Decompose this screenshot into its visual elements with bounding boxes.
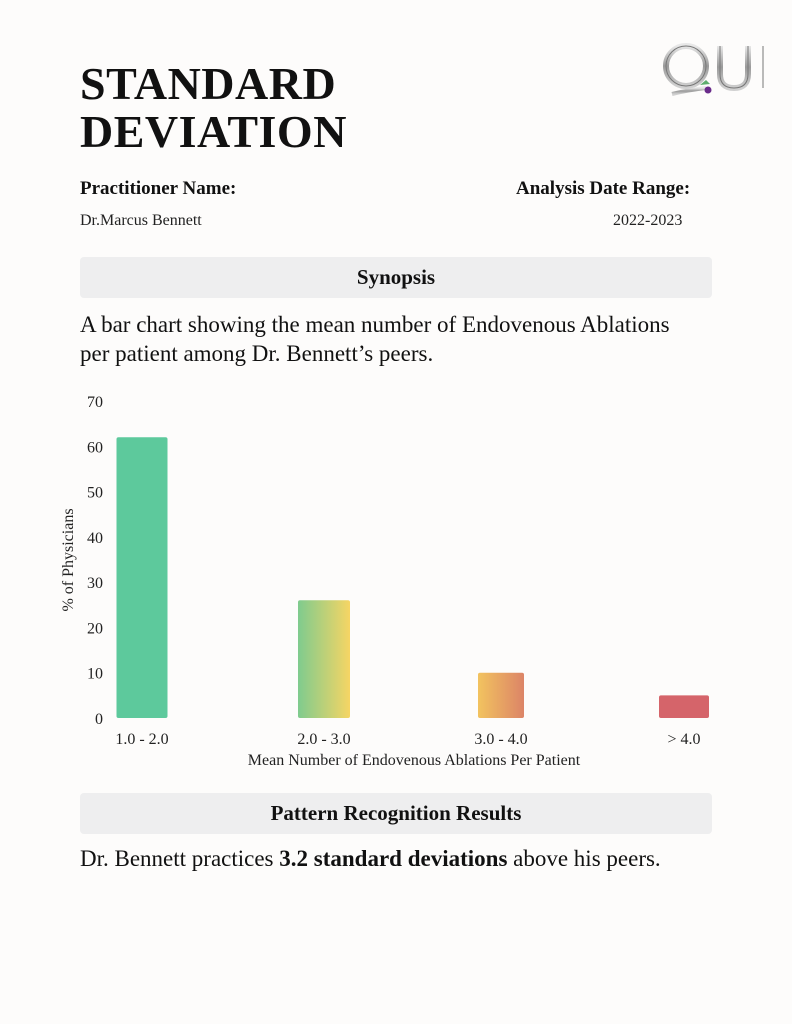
x-tick-label: 1.0 - 2.0 bbox=[115, 731, 169, 748]
y-tick-label: 50 bbox=[87, 484, 103, 502]
synopsis-heading-text: Synopsis bbox=[356, 265, 436, 289]
pattern-heading-text: Pattern Recognition Results bbox=[270, 801, 522, 825]
y-tick-label: 30 bbox=[87, 575, 103, 593]
bar-4 bbox=[659, 695, 709, 718]
page-title bbox=[80, 60, 347, 156]
x-tick-label: > 4.0 bbox=[667, 731, 701, 748]
result-suffix: above his peers. bbox=[507, 846, 661, 871]
bar-3 bbox=[478, 673, 524, 718]
qui-logo-icon bbox=[660, 38, 775, 102]
y-tick-label: 60 bbox=[87, 439, 103, 457]
y-tick-label: 40 bbox=[87, 529, 103, 547]
pattern-recognition-heading bbox=[80, 793, 712, 834]
y-axis-label: % of Physicians bbox=[60, 508, 77, 612]
date-range-value: 2022-2023 bbox=[613, 212, 683, 229]
bar-chart bbox=[0, 380, 792, 780]
bar-1 bbox=[117, 437, 168, 718]
bar-2 bbox=[298, 600, 350, 718]
result-prefix: Dr. Bennett practices bbox=[80, 846, 280, 871]
synopsis-text: A bar chart showing the mean number of Endovenous Ablations per patient among Dr. Bennett’s peers. bbox=[80, 312, 670, 366]
x-tick-label: 3.0 - 4.0 bbox=[474, 731, 528, 748]
x-axis-label: Mean Number of Endovenous Ablations Per Patient bbox=[247, 752, 581, 769]
result-highlight: 3.2 standard deviations bbox=[279, 846, 508, 871]
practitioner-label: Practitioner Name: bbox=[80, 178, 237, 199]
y-tick-label: 10 bbox=[87, 665, 103, 683]
y-tick-label: 20 bbox=[87, 620, 103, 638]
y-tick-label: 70 bbox=[87, 394, 103, 411]
synopsis-heading bbox=[80, 257, 712, 298]
title-line-2: DEVIATION bbox=[80, 106, 347, 157]
x-tick-label: 2.0 - 3.0 bbox=[297, 731, 351, 748]
y-tick-label: 0 bbox=[95, 711, 103, 728]
pattern-result-text bbox=[80, 846, 661, 872]
practitioner-name: Dr.Marcus Bennett bbox=[80, 212, 202, 229]
title-line-1: STANDARD bbox=[80, 58, 337, 109]
date-range-label: Analysis Date Range: bbox=[516, 178, 691, 199]
